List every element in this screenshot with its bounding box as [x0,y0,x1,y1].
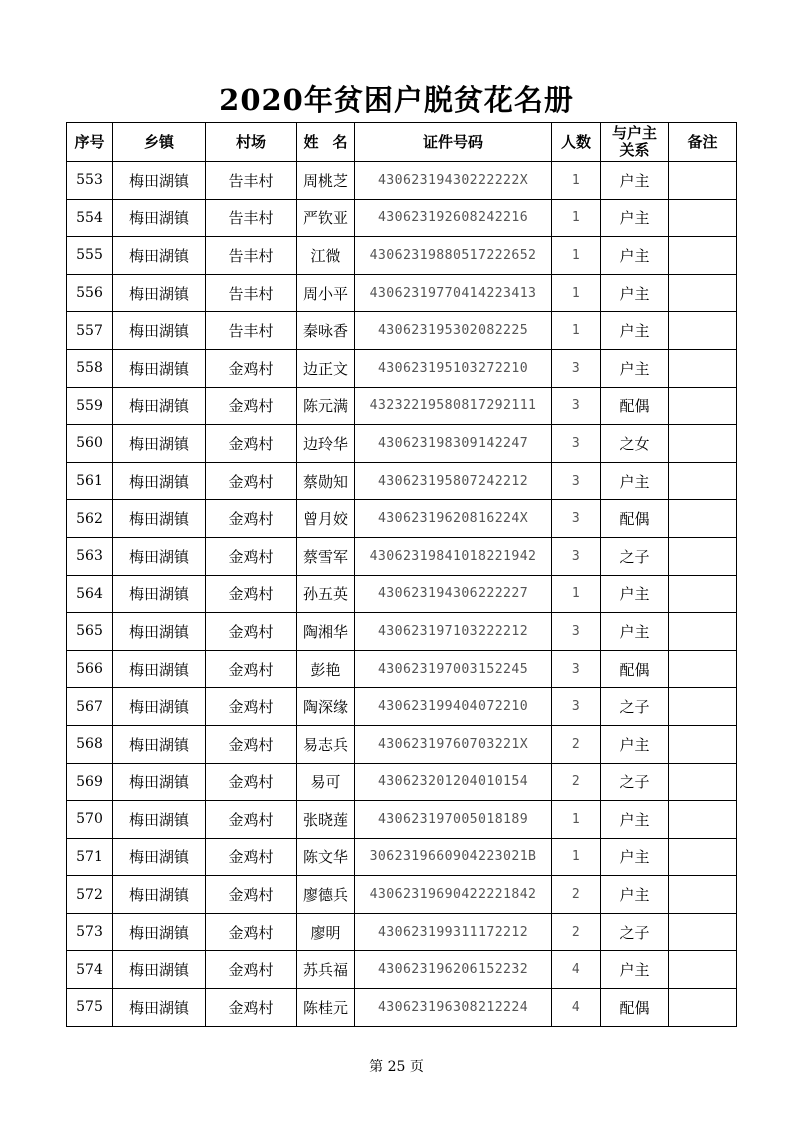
page-number: 25 [387,1059,406,1075]
cell-town: 梅田湖镇 [113,989,206,1027]
cell-relation: 户主 [601,613,669,651]
cell-note [669,650,737,688]
cell-name: 廖德兵 [297,876,355,914]
cell-note [669,199,737,237]
cell-id-number: 430623196308212224 [355,989,552,1027]
cell-id-number: 430623194306222227 [355,575,552,613]
cell-id-number: 3062319660904223021B [355,838,552,876]
cell-relation: 户主 [601,876,669,914]
cell-village: 告丰村 [206,237,297,275]
cell-relation: 户主 [601,162,669,200]
cell-village: 告丰村 [206,199,297,237]
cell-name: 蔡雪军 [297,537,355,575]
cell-id-number: 43062319841018221942 [355,537,552,575]
cell-note [669,688,737,726]
cell-relation: 之子 [601,688,669,726]
cell-note [669,537,737,575]
cell-town: 梅田湖镇 [113,725,206,763]
table-row [67,650,737,688]
cell-note [669,312,737,350]
table-row [67,613,737,651]
cell-seq: 557 [67,312,113,350]
cell-note [669,989,737,1027]
cell-name: 张晓莲 [297,801,355,839]
cell-seq: 563 [67,537,113,575]
page-footer [0,1056,793,1076]
footer-prefix: 第 [369,1059,384,1075]
cell-household-count: 1 [552,199,601,237]
cell-household-count: 2 [552,913,601,951]
cell-town: 梅田湖镇 [113,349,206,387]
header-note: 备注 [669,123,737,162]
cell-note [669,462,737,500]
cell-relation: 之女 [601,425,669,463]
cell-id-number: 430623199311172212 [355,913,552,951]
cell-name: 孙五英 [297,575,355,613]
cell-name: 严钦亚 [297,199,355,237]
cell-seq: 553 [67,162,113,200]
cell-village: 金鸡村 [206,688,297,726]
cell-town: 梅田湖镇 [113,537,206,575]
roster-table [66,122,737,1027]
cell-household-count: 3 [552,349,601,387]
cell-note [669,725,737,763]
table-header-row [67,123,737,162]
cell-household-count: 4 [552,989,601,1027]
cell-name: 边正文 [297,349,355,387]
cell-town: 梅田湖镇 [113,876,206,914]
cell-town: 梅田湖镇 [113,500,206,538]
cell-name: 曾月姣 [297,500,355,538]
cell-village: 金鸡村 [206,725,297,763]
cell-name: 陶深缘 [297,688,355,726]
cell-relation: 户主 [601,725,669,763]
cell-household-count: 3 [552,613,601,651]
cell-name: 易志兵 [297,725,355,763]
cell-village: 金鸡村 [206,763,297,801]
cell-household-count: 3 [552,500,601,538]
cell-seq: 574 [67,951,113,989]
cell-town: 梅田湖镇 [113,613,206,651]
table-row [67,312,737,350]
cell-seq: 572 [67,876,113,914]
table-row [67,989,737,1027]
cell-household-count: 3 [552,650,601,688]
cell-village: 金鸡村 [206,500,297,538]
cell-name: 江微 [297,237,355,275]
table-row [67,725,737,763]
cell-seq: 570 [67,801,113,839]
cell-id-number: 43062319770414223413 [355,274,552,312]
cell-id-number: 430623197003152245 [355,650,552,688]
table-row [67,951,737,989]
table-row [67,876,737,914]
header-name-part1: 姓 [303,132,319,151]
cell-name: 陶湘华 [297,613,355,651]
cell-seq: 569 [67,763,113,801]
cell-note [669,801,737,839]
cell-town: 梅田湖镇 [113,237,206,275]
cell-note [669,951,737,989]
cell-note [669,913,737,951]
cell-household-count: 1 [552,162,601,200]
table-row [67,425,737,463]
table-row [67,575,737,613]
header-relation [601,123,669,162]
cell-household-count: 1 [552,312,601,350]
cell-note [669,763,737,801]
cell-relation: 配偶 [601,650,669,688]
cell-town: 梅田湖镇 [113,913,206,951]
header-town: 乡镇 [113,123,206,162]
header-name [297,123,355,162]
cell-name: 蔡勋知 [297,462,355,500]
footer-suffix: 页 [409,1059,424,1075]
cell-household-count: 1 [552,801,601,839]
cell-name: 边玲华 [297,425,355,463]
cell-household-count: 1 [552,838,601,876]
table-row [67,462,737,500]
cell-relation: 户主 [601,274,669,312]
cell-village: 金鸡村 [206,537,297,575]
header-name-part2: 名 [332,132,348,151]
header-seq: 序号 [67,123,113,162]
page-title: 2020年贫困户脱贫花名册 [219,83,574,117]
cell-relation: 之子 [601,763,669,801]
cell-village: 金鸡村 [206,989,297,1027]
cell-village: 金鸡村 [206,425,297,463]
cell-village: 金鸡村 [206,349,297,387]
table-row [67,500,737,538]
cell-relation: 之子 [601,537,669,575]
cell-note [669,274,737,312]
cell-name: 彭艳 [297,650,355,688]
cell-seq: 561 [67,462,113,500]
cell-id-number: 430623196206152232 [355,951,552,989]
cell-village: 告丰村 [206,274,297,312]
table-row [67,237,737,275]
cell-town: 梅田湖镇 [113,162,206,200]
cell-household-count: 3 [552,537,601,575]
cell-village: 金鸡村 [206,575,297,613]
cell-household-count: 3 [552,387,601,425]
cell-id-number: 430623198309142247 [355,425,552,463]
cell-note [669,500,737,538]
cell-household-count: 1 [552,575,601,613]
cell-relation: 户主 [601,575,669,613]
cell-relation: 配偶 [601,387,669,425]
cell-id-number: 43062319880517222652 [355,237,552,275]
cell-seq: 564 [67,575,113,613]
cell-relation: 户主 [601,838,669,876]
header-village: 村场 [206,123,297,162]
cell-seq: 559 [67,387,113,425]
cell-town: 梅田湖镇 [113,951,206,989]
cell-town: 梅田湖镇 [113,801,206,839]
cell-seq: 568 [67,725,113,763]
cell-relation: 户主 [601,462,669,500]
cell-village: 金鸡村 [206,838,297,876]
cell-id-number: 430623195807242212 [355,462,552,500]
cell-village: 金鸡村 [206,613,297,651]
cell-relation: 户主 [601,801,669,839]
cell-id-number: 430623195302082225 [355,312,552,350]
cell-seq: 565 [67,613,113,651]
cell-village: 告丰村 [206,162,297,200]
cell-name: 陈桂元 [297,989,355,1027]
cell-name: 廖明 [297,913,355,951]
cell-name: 苏兵福 [297,951,355,989]
table-row [67,387,737,425]
cell-seq: 567 [67,688,113,726]
table-row [67,913,737,951]
cell-name: 陈文华 [297,838,355,876]
table-row [67,199,737,237]
cell-household-count: 3 [552,425,601,463]
cell-seq: 573 [67,913,113,951]
cell-id-number: 430623199404072210 [355,688,552,726]
table-row [67,162,737,200]
cell-id-number: 430623197005018189 [355,801,552,839]
header-count: 人数 [552,123,601,162]
cell-household-count: 3 [552,462,601,500]
cell-note [669,237,737,275]
cell-seq: 558 [67,349,113,387]
cell-note [669,162,737,200]
cell-village: 金鸡村 [206,951,297,989]
cell-note [669,613,737,651]
cell-relation: 配偶 [601,500,669,538]
cell-name: 周小平 [297,274,355,312]
cell-village: 金鸡村 [206,913,297,951]
cell-id-number: 43062319430222222X [355,162,552,200]
cell-village: 金鸡村 [206,462,297,500]
cell-relation: 户主 [601,312,669,350]
cell-town: 梅田湖镇 [113,763,206,801]
cell-household-count: 1 [552,274,601,312]
table-row [67,537,737,575]
table-row [67,688,737,726]
cell-seq: 571 [67,838,113,876]
table-row [67,838,737,876]
cell-seq: 562 [67,500,113,538]
cell-town: 梅田湖镇 [113,575,206,613]
cell-household-count: 2 [552,876,601,914]
cell-relation: 之子 [601,913,669,951]
cell-id-number: 430623197103222212 [355,613,552,651]
cell-relation: 配偶 [601,989,669,1027]
cell-seq: 556 [67,274,113,312]
header-id: 证件号码 [355,123,552,162]
cell-town: 梅田湖镇 [113,274,206,312]
cell-town: 梅田湖镇 [113,688,206,726]
cell-village: 金鸡村 [206,876,297,914]
cell-household-count: 3 [552,688,601,726]
cell-seq: 560 [67,425,113,463]
cell-town: 梅田湖镇 [113,199,206,237]
cell-town: 梅田湖镇 [113,650,206,688]
cell-village: 告丰村 [206,312,297,350]
cell-town: 梅田湖镇 [113,387,206,425]
cell-id-number: 43232219580817292111 [355,387,552,425]
cell-note [669,876,737,914]
cell-town: 梅田湖镇 [113,425,206,463]
cell-town: 梅田湖镇 [113,838,206,876]
cell-id-number: 43062319760703221X [355,725,552,763]
cell-name: 周桃芝 [297,162,355,200]
cell-household-count: 4 [552,951,601,989]
cell-name: 易可 [297,763,355,801]
cell-relation: 户主 [601,237,669,275]
cell-village: 金鸡村 [206,387,297,425]
cell-id-number: 430623201204010154 [355,763,552,801]
cell-note [669,838,737,876]
cell-name: 秦咏香 [297,312,355,350]
cell-household-count: 1 [552,237,601,275]
cell-seq: 555 [67,237,113,275]
cell-note [669,575,737,613]
cell-seq: 566 [67,650,113,688]
cell-town: 梅田湖镇 [113,462,206,500]
header-relation-part2: 关系 [619,141,650,159]
cell-village: 金鸡村 [206,801,297,839]
cell-town: 梅田湖镇 [113,312,206,350]
cell-id-number: 43062319620816224X [355,500,552,538]
cell-relation: 户主 [601,951,669,989]
cell-note [669,387,737,425]
header-relation-part1: 与户主 [611,124,657,142]
cell-note [669,425,737,463]
cell-name: 陈元满 [297,387,355,425]
cell-note [669,349,737,387]
table-row [67,763,737,801]
cell-relation: 户主 [601,349,669,387]
cell-village: 金鸡村 [206,650,297,688]
cell-id-number: 430623192608242216 [355,199,552,237]
table-row [67,349,737,387]
table-row [67,801,737,839]
cell-seq: 575 [67,989,113,1027]
cell-household-count: 2 [552,763,601,801]
cell-id-number: 430623195103272210 [355,349,552,387]
cell-seq: 554 [67,199,113,237]
table-row [67,274,737,312]
cell-relation: 户主 [601,199,669,237]
cell-household-count: 2 [552,725,601,763]
cell-id-number: 43062319690422221842 [355,876,552,914]
